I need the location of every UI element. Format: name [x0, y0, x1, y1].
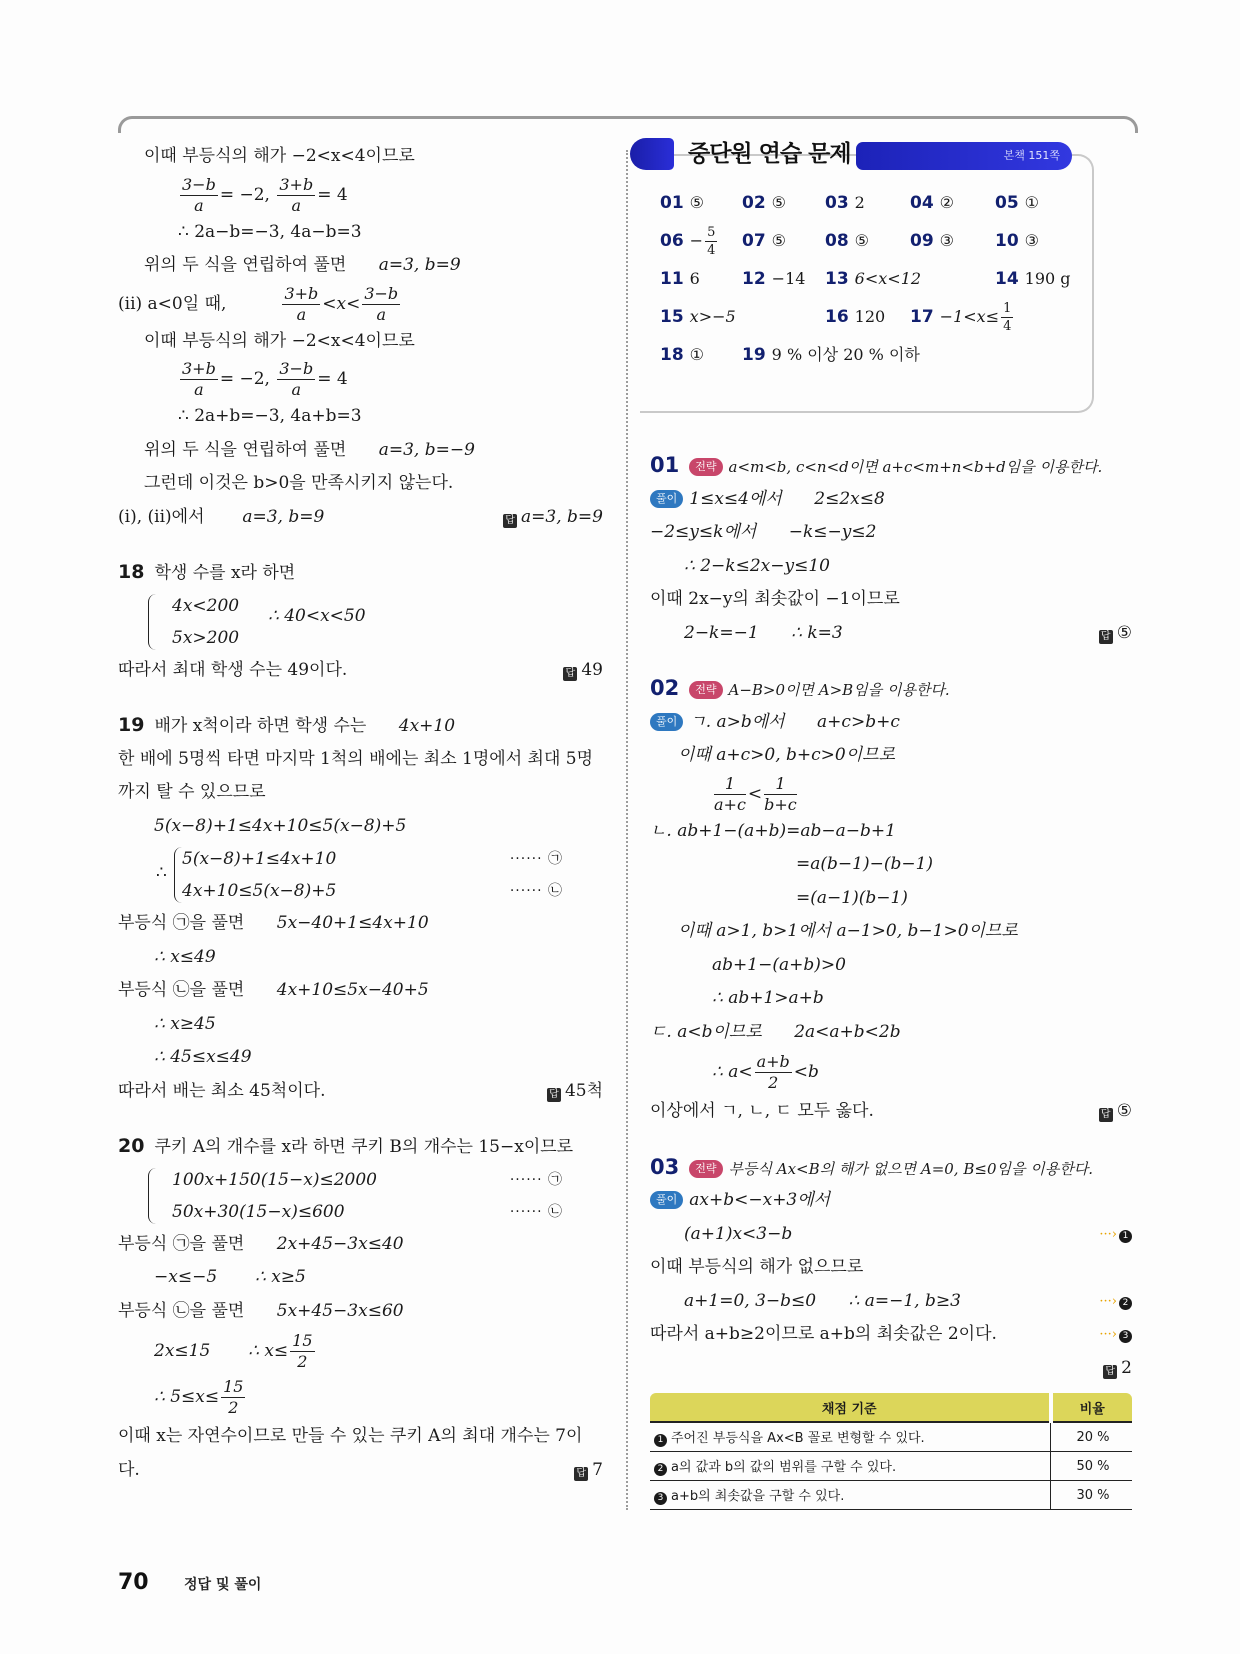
solution-line: 따라서 a+b≥2이므로 a+b의 최솟값은 2이다. ···› 3: [650, 1318, 1132, 1352]
header-criteria: 채점 기준: [650, 1393, 1051, 1422]
step-number-icon: 1: [654, 1434, 667, 1447]
fraction: $\frac{a+b}{2}$: [756, 1052, 790, 1092]
answer-row: 06 − $\frac{5}{4}$ 07 ⑤ 08 ⑤ 09 ③ 10 ③: [660, 225, 1040, 258]
answer: 답 45척: [547, 1075, 603, 1109]
page-footer: [118, 1570, 261, 1595]
equation-line: $\frac{3-b}{a}$ = −2, $\frac{3+b}{a}$ = 4: [182, 174, 348, 215]
solution-badge: 풀이: [650, 713, 683, 731]
solution-line: 이때 a+c>0, b+c>0이므로: [678, 745, 895, 765]
grading-table: [650, 1393, 1132, 1510]
equation-line: ∴ 45≤x≤49: [154, 1047, 252, 1067]
answer-row: 11 6 12 −14 13 6<x<12 14 190 g: [660, 269, 1071, 289]
fraction: $\frac{3+b}{a}$: [279, 174, 314, 215]
solution-line: 이때 a>1, b>1에서 a−1>0, b−1>0이므로: [678, 921, 1018, 941]
answer-row: 01 ⑤ 02 ⑤ 03 2 04 ② 05 ①: [660, 193, 1040, 213]
solution-line: ㄴ. ab+1−(a+b)=ab−a−b+1: [650, 820, 896, 841]
question-03-strategy: 03 전략 부등식 Ax<B의 해가 없으면 A=0, B≤0임을 이용한다.: [650, 1154, 1093, 1179]
text-line: 이때 부등식의 해가 −2<x<4이므로: [144, 330, 415, 351]
strategy-badge: 전략: [689, 681, 722, 699]
solution-line: ㄷ. a<b이므로 2a<a+b<2b: [650, 1021, 901, 1042]
brace-icon: [174, 847, 183, 903]
answer-line: [650, 1352, 1132, 1386]
answer-row: 15 x>−5 16 120 17 −1<x≤ $\frac{1}{4}$: [660, 301, 1012, 334]
column-divider: [626, 150, 628, 1510]
case-line: (ii) a<0일 때, $\frac{3+b}{a}$ <x< $\frac{3-b}{a}$: [118, 283, 399, 324]
equation-line: −x≤−5 ∴ x≥5: [154, 1267, 306, 1287]
header-pill-decoration: [630, 138, 674, 170]
fraction: $\frac{15}{2}$: [292, 1331, 313, 1371]
solution-line: 이상에서 ㄱ, ㄴ, ㄷ 모두 옳다. 답 ⑤: [650, 1095, 1132, 1129]
grading-row: 2 a의 값과 b의 값의 범위를 구할 수 있다. 50 %: [650, 1452, 1132, 1481]
solution-line: ∴ ab+1>a+b: [712, 988, 824, 1008]
grading-row: 3 a+b의 최솟값을 구할 수 있다. 30 %: [650, 1481, 1132, 1510]
header-ratio: 비율: [1051, 1393, 1133, 1422]
solution-line: −2≤y≤k에서 −k≤−y≤2: [650, 522, 877, 542]
answer: 답 2: [1103, 1352, 1132, 1386]
answer-marker-icon: 답: [574, 1467, 588, 1481]
answer: 답 7: [574, 1454, 603, 1488]
solution-line: ab+1−(a+b)>0: [712, 954, 846, 975]
fraction: $\frac{15}{2}$: [223, 1377, 244, 1417]
solution-line: 이때 2x−y의 최솟값이 −1이므로: [650, 589, 900, 609]
page-top-rule: [118, 116, 1138, 133]
answer-marker-icon: 답: [547, 1088, 561, 1102]
solution-line: 2−k=−1 ∴ k=3 답 ⑤: [650, 617, 1132, 651]
problem-19-header: 19 배가 x척이라 하면 학생 수는 4x+10: [118, 714, 456, 736]
section-title: 중단원 연습 문제: [688, 141, 851, 167]
text-line: (i), (ii)에서 a=3, b=9 답 a=3, b=9: [118, 501, 603, 535]
equation-line: 2x≤15 ∴ x≤ $\frac{15}{2}$: [154, 1331, 313, 1371]
solution-line: $\frac{1}{a+c}$ < $\frac{1}{b+c}$: [714, 773, 797, 814]
fraction: $\frac{3-b}{a}$: [182, 174, 216, 215]
solution-badge: 풀이: [650, 1191, 683, 1209]
text-line: 이때 부등식의 해가 −2<x<4이므로: [144, 146, 415, 166]
solution-line: ∴ a< $\frac{a+b}{2}$ <b: [712, 1052, 819, 1092]
grading-step-marker: ···› 3: [1099, 1318, 1132, 1352]
grading-header-row: [650, 1393, 1132, 1422]
page-reference: 본책 151쪽: [1003, 149, 1060, 162]
text-line: 이때 x는 자연수이므로 만들 수 있는 쿠키 A의 최대 개수는 7이: [118, 1426, 583, 1446]
equation-line: ∴ x≤49: [154, 946, 216, 967]
footer-label: 정답 및 풀이: [184, 1577, 262, 1593]
inequality-system: 4x<200 5x>200 ∴ 40<x<50: [118, 590, 603, 654]
fraction: $\frac{1}{b+c}$: [764, 773, 797, 814]
answer-grid: [660, 184, 1080, 374]
solution-line: (a+1)x<3−b ···› 1: [650, 1218, 1132, 1252]
answer: 답 ⑤: [1099, 1095, 1132, 1129]
text-line: 그런데 이것은 b>0을 만족시키지 않는다.: [144, 473, 454, 493]
page-number: 70: [118, 1570, 149, 1595]
answer: 답 ⑤: [1099, 617, 1132, 651]
text-line: 까지 탈 수 있으므로: [118, 782, 266, 802]
text-line: 따라서 최대 학생 수는 49이다. 답 49: [118, 654, 603, 688]
solution-line: 풀이 ㄱ. a>b에서 a+c>b+c: [650, 706, 1132, 740]
question-01-strategy: 01 전략 a<m<b, c<n<d이면 a+c<m+n<b+d임을 이용한다.: [650, 453, 1103, 477]
header-bar: [856, 142, 1072, 170]
text-line: 따라서 배는 최소 45척이다. 답 45척: [118, 1075, 603, 1109]
equation-line: ∴ x≥45: [154, 1013, 216, 1034]
text-line: 다. 답 7: [118, 1454, 603, 1488]
solution-line: a+1=0, 3−b≤0 ∴ a=−1, b≥3 ···› 2: [650, 1285, 1132, 1319]
problem-18-header: 18 학생 수를 x라 하면: [118, 561, 296, 583]
answer-row: 18 ① 19 9 % 이상 20 % 이하: [660, 345, 920, 365]
answer-summary-box: [640, 141, 1094, 413]
summary-header: [630, 138, 1102, 172]
text-line: 부등식 ㉠을 풀면 5x−40+1≤4x+10: [118, 913, 429, 933]
equation-line: ∴ 5≤x≤ $\frac{15}{2}$: [154, 1377, 244, 1417]
answer-marker-icon: 답: [1099, 630, 1113, 644]
solution-badge: 풀이: [650, 490, 683, 508]
grading-step-marker: ···› 1: [1099, 1218, 1132, 1252]
solution-line: =a(b−1)−(b−1): [796, 854, 934, 874]
strategy-badge: 전략: [689, 1160, 722, 1178]
text-line: 위의 두 식을 연립하여 풀면 a=3, b=9: [144, 255, 461, 275]
text-line: 위의 두 식을 연립하여 풀면 a=3, b=−9: [144, 439, 475, 460]
question-02-strategy: 02 전략 A−B>0이면 A>B임을 이용한다.: [650, 676, 950, 700]
left-column: [118, 140, 603, 1487]
text-line: 부등식 ㉡을 풀면 5x+45−3x≤60: [118, 1300, 404, 1321]
equation-line: ∴ 2a−b=−3, 4a−b=3: [178, 221, 362, 242]
strategy-badge: 전략: [689, 458, 722, 476]
answer: 답 49: [563, 654, 603, 688]
right-column: [650, 140, 1132, 1510]
text-line: 한 배에 5명씩 타면 마지막 1척의 배에는 최소 1명에서 최대 5명: [118, 748, 594, 769]
fraction: $\frac{3-b}{a}$: [279, 359, 314, 399]
answer-marker-icon: 답: [503, 514, 517, 528]
grading-row: 1 주어진 부등식을 Ax<B 꼴로 변형할 수 있다. 20 %: [650, 1422, 1132, 1452]
answer-marker-icon: 답: [1103, 1365, 1117, 1379]
solution-line: 풀이 1≤x≤4에서 2≤2x≤8: [650, 483, 1132, 517]
solution-line: 풀이 ax+b<−x+3에서: [650, 1184, 1132, 1218]
equation-line: $\frac{3+b}{a}$ = −2, $\frac{3-b}{a}$ = 4: [182, 359, 348, 399]
text-line: 부등식 ㉠을 풀면 2x+45−3x≤40: [118, 1233, 404, 1254]
fraction: $\frac{1}{a+c}$: [714, 773, 746, 814]
fraction: $\frac{3-b}{a}$: [364, 283, 399, 324]
solution-line: 이때 부등식의 해가 없으므로: [650, 1257, 864, 1277]
solution-line: =(a−1)(b−1): [796, 887, 908, 908]
brace-icon: [148, 594, 157, 650]
grading-step-marker: ···› 2: [1099, 1285, 1132, 1319]
step-number-icon: 2: [654, 1463, 667, 1476]
solution-line: ∴ 2−k≤2x−y≤10: [684, 555, 830, 576]
step-number-icon: 3: [654, 1492, 667, 1505]
answer: 답 a=3, b=9: [503, 501, 603, 535]
inequality-system: 100x+150(15−x)≤2000 50x+30(15−x)≤600 ······ ㉠ ······ ㉡: [118, 1164, 603, 1228]
equation-line: 5(x−8)+1≤4x+10≤5(x−8)+5: [154, 815, 407, 836]
fraction: $\frac{3+b}{a}$: [182, 359, 216, 399]
answer-marker-icon: 답: [563, 667, 577, 681]
problem-20-header: 20 쿠키 A의 개수를 x라 하면 쿠키 B의 개수는 15−x이므로: [118, 1135, 574, 1157]
brace-icon: [148, 1168, 157, 1224]
text-line: 부등식 ㉡을 풀면 4x+10≤5x−40+5: [118, 980, 429, 1000]
answer-marker-icon: 답: [1099, 1108, 1113, 1122]
fraction: $\frac{3+b}{a}$: [284, 283, 319, 324]
inequality-system: ∴ 5(x−8)+1≤4x+10 4x+10≤5(x−8)+5 ······ ㉠ ······ ㉡: [156, 849, 563, 901]
equation-line: ∴ 2a+b=−3, 4a+b=3: [178, 406, 362, 426]
